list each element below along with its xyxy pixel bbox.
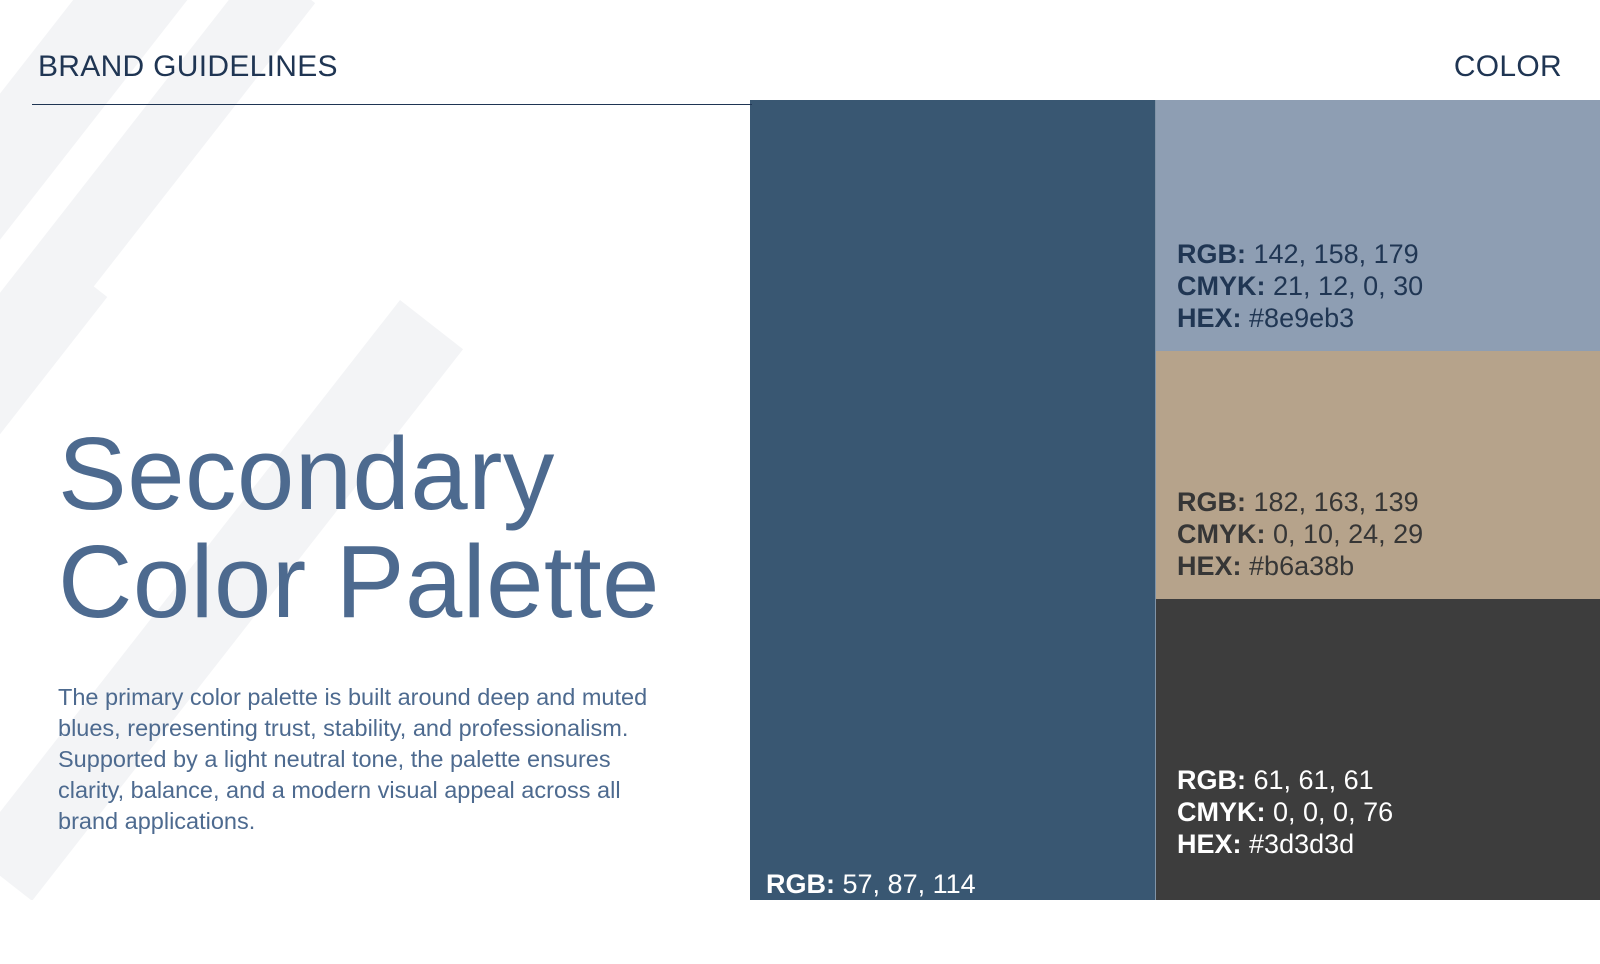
cmyk-value: 21, 12, 0, 30	[1273, 271, 1424, 301]
swatch-beige-info	[1177, 486, 1423, 582]
swatch-dark-gray	[1156, 599, 1600, 900]
cmyk-label: CMYK:	[1177, 271, 1266, 301]
cmyk-value: 0, 0, 0, 76	[1273, 797, 1394, 827]
hex-label: HEX:	[1177, 551, 1242, 581]
hex-value: #3d3d3d	[1249, 829, 1355, 859]
palette-description: The primary color palette is built around deep and muted blues, representing trust, stability, and professionalism. Supported by a light neutral tone, the palette ensures clarity, balance, and a modern visual appeal across all brand applications.	[58, 684, 648, 834]
rgb-label: RGB:	[1177, 487, 1246, 517]
rgb-value: 182, 163, 139	[1253, 487, 1419, 517]
rgb-label: RGB:	[1177, 239, 1246, 269]
hex-label: HEX:	[766, 933, 831, 963]
hex-row	[1177, 302, 1423, 334]
hex-value: #395772	[838, 933, 944, 963]
swatch-main-blue-info	[766, 868, 1012, 964]
cmyk-row	[766, 900, 1012, 932]
hex-value: #b6a38b	[1249, 551, 1355, 581]
cmyk-row	[1177, 796, 1393, 828]
swatch-divider	[1155, 100, 1156, 900]
hex-label: HEX:	[1177, 829, 1242, 859]
swatch-main-blue	[750, 100, 1156, 963]
rgb-label: RGB:	[766, 869, 835, 899]
page-title-line-2: Color Palette	[58, 524, 660, 639]
rgb-label: RGB:	[1177, 765, 1246, 795]
cmyk-label: CMYK:	[1177, 797, 1266, 827]
hex-row	[1177, 828, 1393, 860]
rgb-value: 142, 158, 179	[1253, 239, 1419, 269]
rgb-row	[1177, 238, 1423, 270]
brand-guidelines-header: BRAND GUIDELINES	[38, 50, 338, 83]
cmyk-value: 0, 10, 24, 29	[1273, 519, 1424, 549]
swatch-light-blue-info	[1177, 238, 1423, 334]
cmyk-row	[1177, 270, 1423, 302]
swatch-light-blue	[1156, 100, 1600, 351]
swatch-beige	[1156, 351, 1600, 599]
cmyk-label: CMYK:	[1177, 519, 1266, 549]
hex-value: #8e9eb3	[1249, 303, 1355, 333]
swatch-dark-gray-info	[1177, 764, 1393, 860]
rgb-row	[1177, 764, 1393, 796]
page-title	[58, 416, 660, 639]
section-title-color: COLOR	[1453, 50, 1562, 83]
page-title-line-1: Secondary	[58, 416, 555, 531]
cmyk-value: 50, 24, 0, 55	[862, 901, 1013, 931]
rgb-value: 61, 61, 61	[1253, 765, 1374, 795]
rgb-row	[766, 868, 1012, 900]
hex-label: HEX:	[1177, 303, 1242, 333]
header-divider	[32, 104, 752, 105]
cmyk-row	[1177, 518, 1423, 550]
rgb-value: 57, 87, 114	[842, 869, 976, 899]
hex-row	[1177, 550, 1423, 582]
hex-row	[766, 932, 1012, 964]
rgb-row	[1177, 486, 1423, 518]
cmyk-label: CMYK:	[766, 901, 855, 931]
